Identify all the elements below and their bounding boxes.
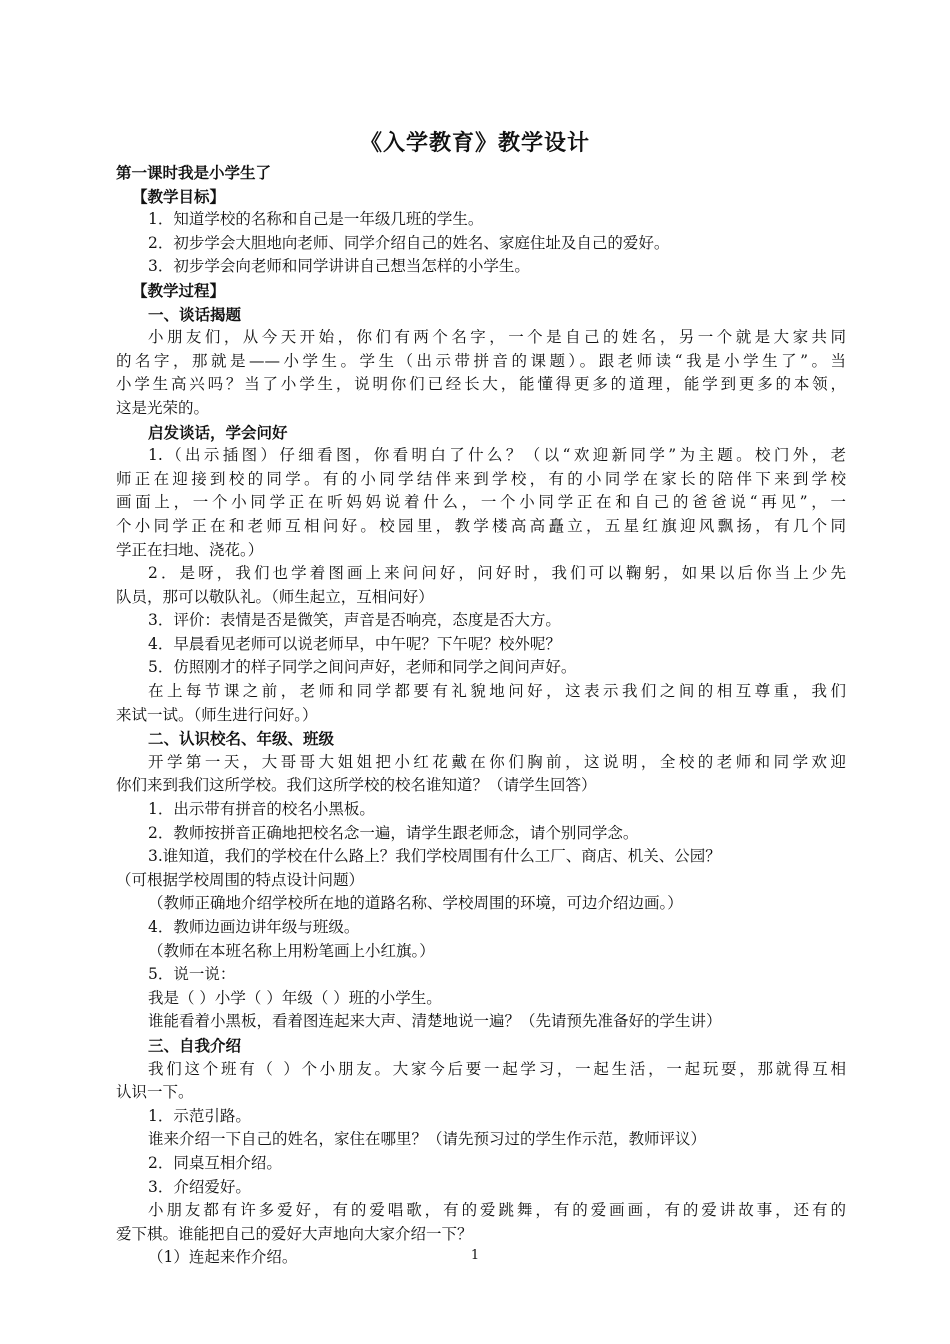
- text-line: （教师在本班名称上用粉笔画上小红旗。）: [148, 941, 435, 960]
- text-line: 的名字，那就是——小学生。学生（出示带拼音的课题）。跟老师读“我是小学生了”。当: [116, 351, 846, 370]
- section-heading: 一、谈话揭题: [148, 304, 242, 324]
- section-heading: 三、自我介绍: [148, 1035, 242, 1055]
- text-line: 4．早晨看见老师可以说老师早，中午呢？下午呢？校外呢？: [148, 634, 561, 653]
- document-body: [116, 161, 846, 1270]
- text-line: 爱下棋。谁能把自己的爱好大声地向大家介绍一下？: [116, 1224, 473, 1243]
- section-heading: 【教学目标】: [132, 186, 226, 206]
- text-line: 2．同桌互相介绍。: [148, 1153, 282, 1172]
- text-line: 小朋友都有许多爱好，有的爱唱歌，有的爱跳舞，有的爱画画，有的爱讲故事，还有的: [148, 1201, 846, 1220]
- text-line: 这是光荣的。: [116, 398, 210, 417]
- text-line: 2．是呀，我们也学着图画上来问问好，问好时，我们可以鞠躬，如果以后你当上少先: [148, 564, 846, 583]
- text-line: 认识一下。: [116, 1083, 194, 1102]
- section-heading: 【教学过程】: [132, 280, 226, 300]
- text-line: 学正在扫地、浇花。）: [116, 540, 264, 559]
- text-line: 1.（出示插图）仔细看图，你看明白了什么？（以“欢迎新同学”为主题。校门外，老: [148, 446, 846, 465]
- text-line: 我们这个班有（ ）个小朋友。大家今后要一起学习，一起生活，一起玩耍，那就得互相: [148, 1059, 846, 1078]
- text-line: 3.谁知道，我们的学校在什么路上？我们学校周围有什么工厂、商店、机关、公园？: [148, 847, 721, 866]
- text-line: 3．初步学会向老师和同学讲讲自己想当怎样的小学生。: [148, 257, 530, 276]
- text-line: 开学第一天，大哥哥大姐姐把小红花戴在你们胸前，这说明，全校的老师和同学欢迎: [148, 752, 846, 771]
- text-line: 1．示范引路。: [148, 1106, 251, 1125]
- text-line: 在上每节课之前，老师和同学都要有礼貌地问好，这表示我们之间的相互尊重，我们: [148, 682, 846, 701]
- text-line: 来试一试。（师生进行问好。）: [116, 705, 318, 724]
- text-line: 你们来到我们这所学校。我们这所学校的校名谁知道？（请学生回答）: [116, 776, 597, 795]
- text-line: 3．评价：表情是否是微笑，声音是否响亮，态度是否大方。: [148, 611, 561, 630]
- page-number: 1: [470, 1248, 480, 1263]
- text-line: 画面上，一个小同学正在听妈妈说着什么，一个小同学正在和自己的爸爸说“再见”，一: [116, 493, 846, 512]
- text-line: 5．说一说：: [148, 965, 236, 984]
- section-heading: 启发谈话，学会问好: [148, 422, 288, 442]
- text-line: 谁能看着小黑板，看着图连起来大声、清楚地说一遍？（先请预先准备好的学生讲）: [148, 1012, 722, 1031]
- text-line: （可根据学校周围的特点设计问题）: [116, 870, 365, 889]
- text-line: 我是（ ）小学（ ）年级（ ）班的小学生。: [148, 988, 442, 1007]
- text-line: 5．仿照刚才的样子同学之间问声好，老师和同学之间问声好。: [148, 658, 577, 677]
- text-line: 3．介绍爱好。: [148, 1177, 251, 1196]
- text-line: （教师正确地介绍学校所在地的道路名称、学校周围的环境，可边介绍边画。）: [148, 894, 683, 913]
- text-line: 队员，那可以敬队礼。（师生起立，互相问好）: [116, 587, 434, 606]
- text-line: 1．知道学校的名称和自己是一年级几班的学生。: [148, 210, 484, 229]
- text-line: 1．出示带有拼音的校名小黑板。: [148, 800, 375, 819]
- text-line: 谁来介绍一下自己的姓名，家住在哪里？（请先预习过的学生作示范，教师评议）: [148, 1130, 707, 1149]
- section-heading: 第一课时我是小学生了: [116, 163, 272, 182]
- document-title: 《入学教育》教学设计: [359, 130, 590, 156]
- text-line: 小朋友们，从今天开始，你们有两个名字，一个是自己的姓名，另一个就是大家共同: [148, 328, 846, 347]
- text-line: 2．初步学会大胆地向老师、同学介绍自己的姓名、家庭住址及自己的爱好。: [148, 233, 670, 252]
- text-line: 师正在迎接到校的同学。有的小同学结伴来到学校，有的小同学在家长的陪伴下来到学校: [116, 469, 846, 488]
- text-line: 小学生高兴吗？当了小学生，说明你们已经长大，能懂得更多的道理，能学到更多的本领，: [116, 375, 846, 394]
- section-heading: 二、认识校名、年级、班级: [148, 729, 335, 749]
- text-line: （1）连起来作介绍。: [148, 1248, 298, 1267]
- text-line: 2．教师按拼音正确地把校名念一遍，请学生跟老师念，请个别同学念。: [148, 823, 639, 842]
- text-line: 个小同学正在和老师互相问好。校园里，教学楼高高矗立，五星红旗迎风飘扬，有几个同: [116, 516, 846, 535]
- text-line: 4．教师边画边讲年级与班级。: [148, 918, 360, 936]
